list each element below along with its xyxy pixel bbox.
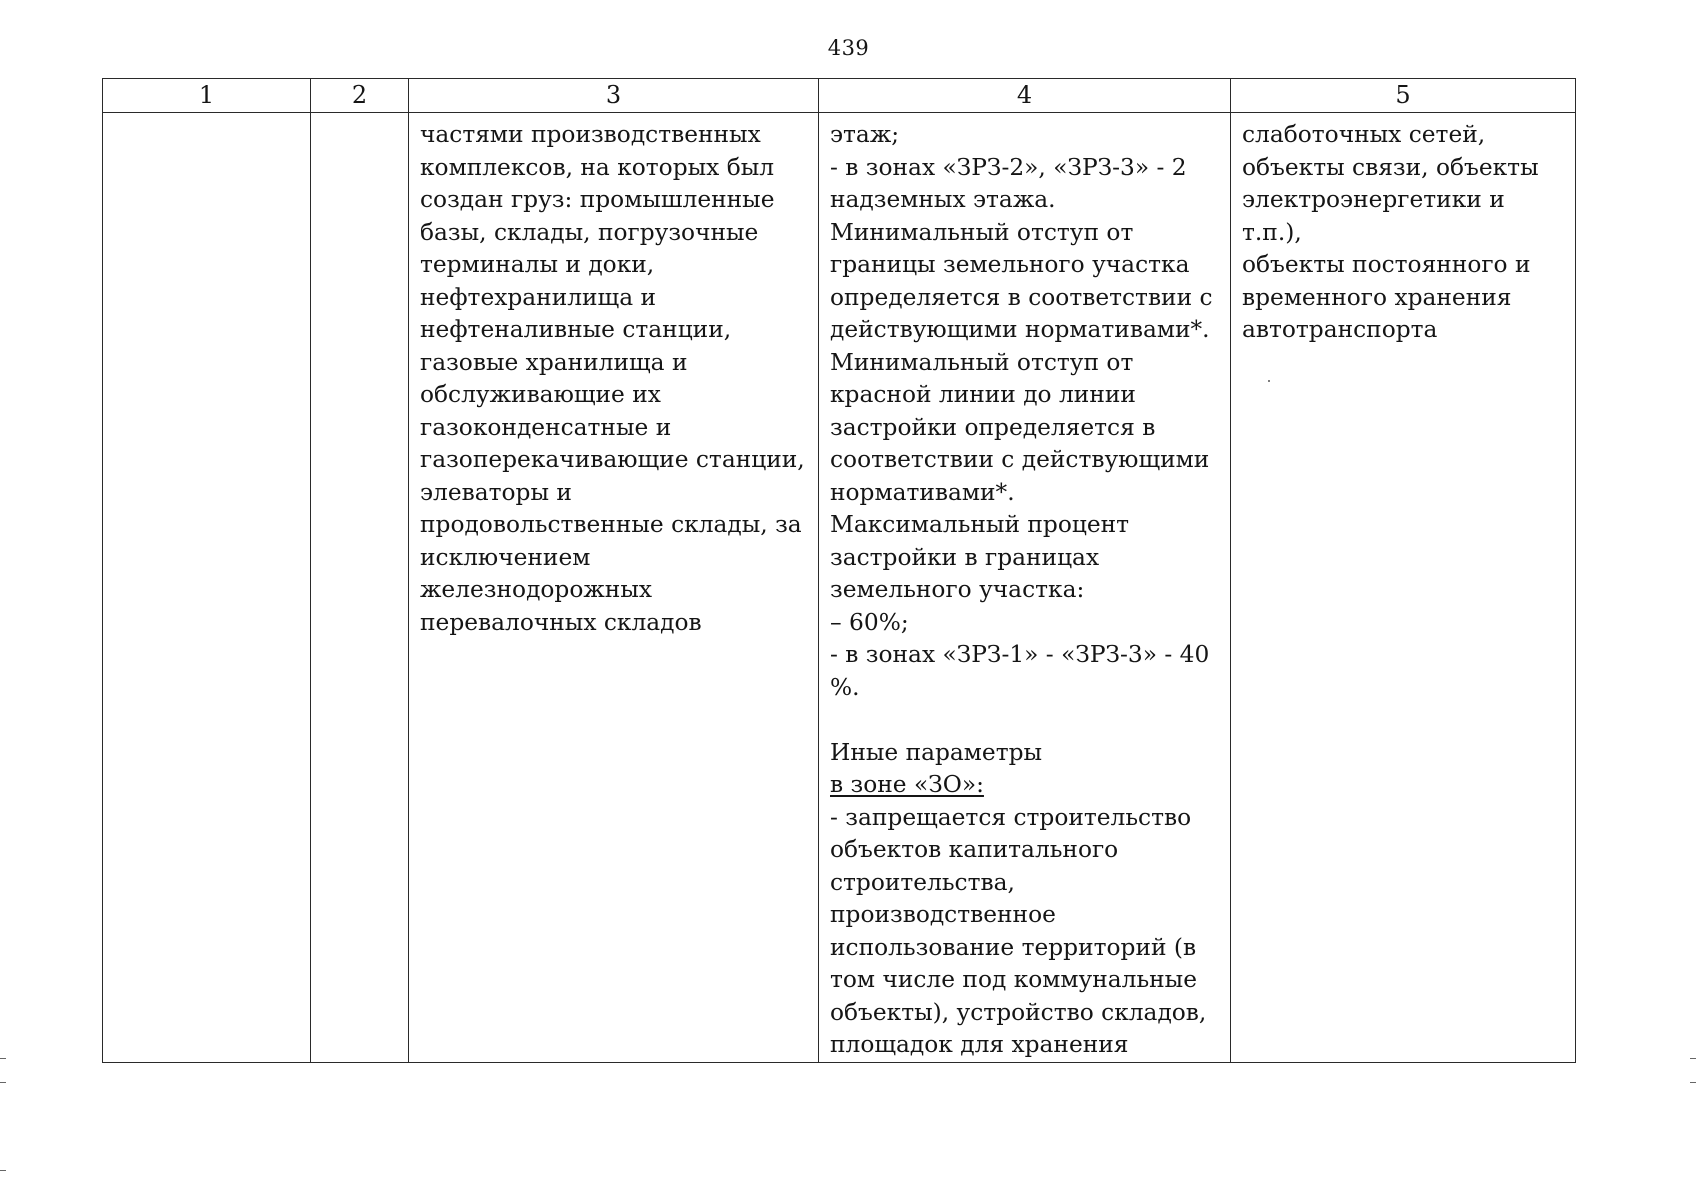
scan-edge-mark — [0, 1058, 6, 1059]
auxiliary-objects-text: слаботочных сетей, объекты связи, объекты электроэнергетики и т.п.), объекты постоянного и временного хранения автотранспорта — [1242, 121, 1539, 343]
paragraph-gap — [830, 704, 1220, 737]
header-col-4: 4 — [819, 79, 1231, 113]
header-col-3: 3 — [409, 79, 819, 113]
scan-edge-mark — [0, 1082, 6, 1083]
zone-zo-label: в зоне «ЗО»: — [830, 771, 984, 798]
object-types-text: частями производственных комплексов, на которых был создан груз: промышленные базы, склады, погрузочные терминалы и доки, нефтехранилища и нефтеналивные станции, газовые хранилища и обслуживающие их газоконденсатные и газоперекачивающие станции, элеваторы и продовольственные склады, за исключением железнодорожных перевалочных складов — [420, 121, 805, 636]
scan-edge-mark — [1690, 1082, 1696, 1083]
header-row — [103, 79, 1576, 113]
cell-col-4 — [819, 113, 1231, 1063]
cell-col-3 — [409, 113, 819, 1063]
cell-col-5 — [1231, 113, 1576, 1063]
cell-col-1 — [103, 113, 311, 1063]
parameters-text: этаж; - в зонах «ЗРЗ-2», «ЗРЗ-3» - 2 надземных этажа. Минимальный отступ от границы земельного участка определяется в соответствии с действующими нормативами*. Минимальный отступ от красной линии до линии застройки определяется в соответствии с действующими нормативами*. Максимальный процент застройки в границах земельного участка: – 60%; - в зонах «ЗРЗ-1» - «ЗРЗ-3» - 40 %. — [830, 121, 1213, 701]
regulations-table — [102, 78, 1576, 1063]
cell-col-2 — [311, 113, 409, 1063]
header-col-5: 5 — [1231, 79, 1576, 113]
zone-zo-restrictions-text: - запрещается строительство объектов капитального строительства, производственное использование территорий (в том числе под коммунальные объекты), устройство складов, площадок для хранения — [830, 803, 1207, 1058]
table-header — [103, 79, 1576, 113]
other-parameters-heading: Иные параметры — [830, 738, 1043, 766]
scan-dot — [1268, 380, 1270, 382]
header-col-2: 2 — [311, 79, 409, 113]
table-body — [103, 113, 1576, 1063]
table-row — [103, 113, 1576, 1063]
scan-edge-mark — [0, 1170, 6, 1171]
scan-edge-mark — [1690, 1058, 1696, 1059]
page-number: 439 — [827, 36, 870, 60]
header-col-1: 1 — [103, 79, 311, 113]
